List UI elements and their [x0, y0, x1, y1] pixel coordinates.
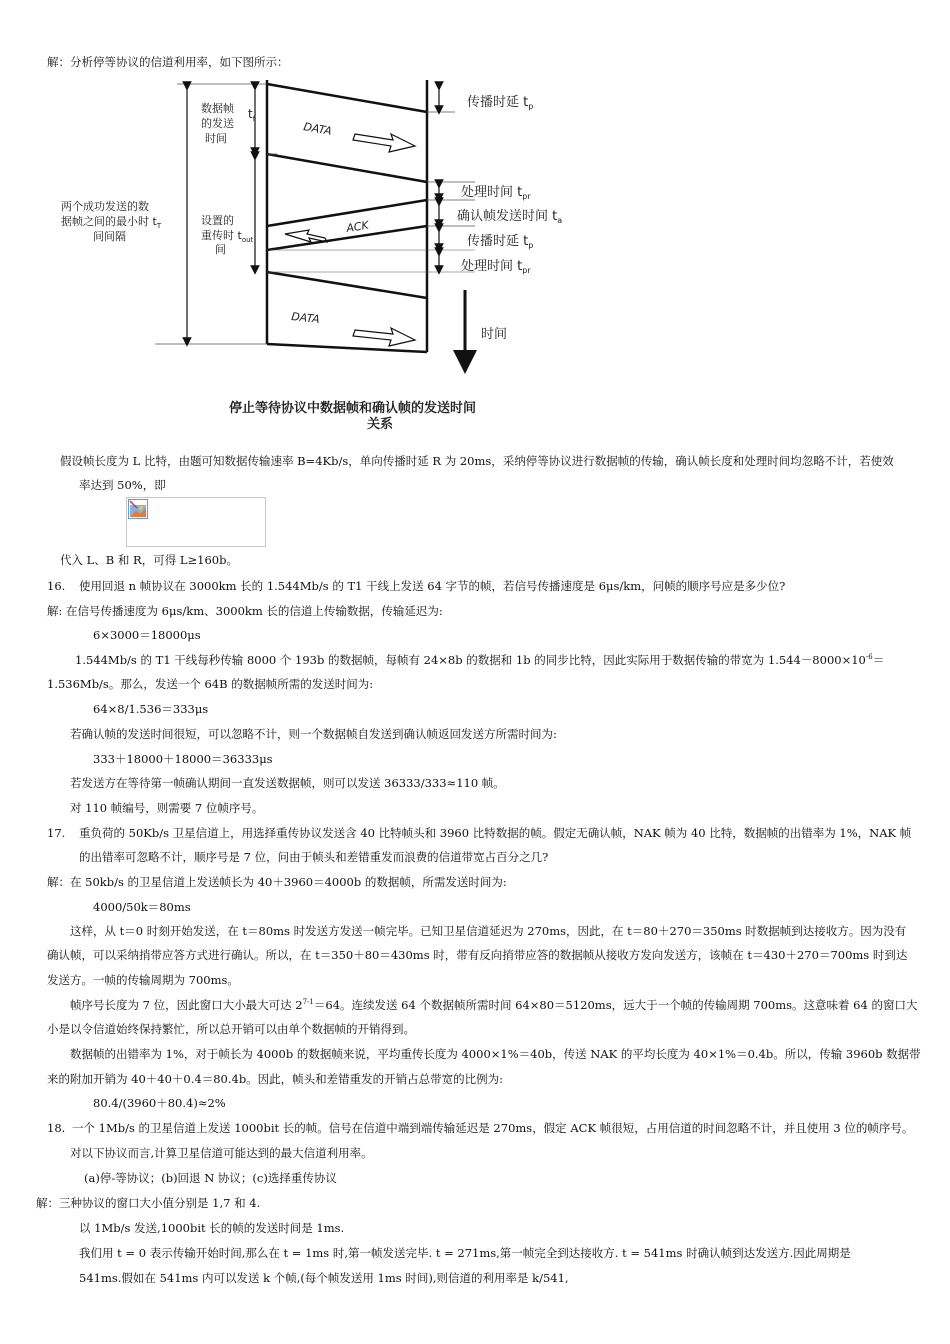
a16-line-5: 64×8/1.536＝333μs [93, 702, 209, 716]
broken-image-icon [128, 499, 148, 519]
a18-line-2: 以 1Mb/s 发送,1000bit 长的帧的发送时间是 1ms. [79, 1221, 345, 1235]
timeout-label-2: 重传时 $t_{out}$ [201, 229, 254, 244]
q18-text-3: (a)停-等协议；(b)回退 N 协议；(c)选择重传协议 [84, 1171, 337, 1185]
a16-line-8: 若发送方在等待第一帧确认期间一直发送数据帧，则可以发送 36333/333≈110 帧。 [70, 776, 505, 790]
a16-line-4: 1.536Mb/s。那么，发送一个 64B 的数据帧所需的发送时间为: [47, 677, 374, 691]
ack-send-label: 确认帧发送时间 $t_a$ [457, 209, 563, 225]
data-frame-2-start [267, 272, 427, 298]
a17-line-7: 小是以令信道始终保持繁忙，所以总开销可以由单个数据帧的开销得到。 [47, 1022, 415, 1036]
q17-text-1: 重负荷的 50Kb/s 卫星信道上，用选择重传协议发送含 40 比特帧头和 3960 比特数据的帧。假定无确认帧，NAK 帧为 40 比特，数据帧的出错率为 1%，NAK 帧 [79, 826, 912, 840]
frame-send-label-2: 的发送 [201, 117, 234, 130]
result-line: 代入 L、B 和 R，可得 L≥160b。 [60, 553, 238, 567]
a17-line-2: 4000/50k＝80ms [93, 900, 191, 914]
a18-line-4: 541ms.假如在 541ms 内可以发送 k 个帧,(每个帧发送用 1ms 时间),则信道的利用率是 k/541, [79, 1271, 569, 1285]
data-frame-1-end [267, 154, 427, 182]
prop-delay-label-2: 传播时延 $t_p$ [467, 234, 534, 250]
a16-line-3: 1.544Mb/s 的 T1 干线每秒传输 8000 个 193b 的数据帧，每帧有 24×8b 的数据和 1b 的同步比特，因此实际用于数据传输的带宽为 $1.544-8000\times 10^{-6}=$ [75, 653, 885, 667]
a16-line-9: 对 110 帧编号，则需要 7 位帧序号。 [70, 801, 264, 815]
timeout-label-1: 设置的 [201, 214, 234, 227]
a17-line-5: 发送方。一帧的传输周期为 700ms。 [47, 973, 239, 987]
a17-line-9: 来的附加开销为 40＋40＋0.4＝80.4b。因此，帧头和差错重发的开销占总带宽的比例为: [47, 1072, 504, 1086]
diagram-caption-2: 关系 [367, 417, 394, 432]
q17-number: 17. [47, 826, 66, 840]
ack-frame-label: ACK [345, 218, 370, 235]
a17-line-10: 80.4/(3960＋80.4)≈2% [93, 1096, 226, 1110]
a17-line-1: 解：在 50kb/s 的卫星信道上发送帧长为 40＋3960＝4000b 的数据帧，所需发送时间为: [47, 875, 507, 889]
diagram-caption-1: 停止等待协议中数据帧和确认帧的发送时间 [229, 401, 477, 416]
data-frame-1-label: DATA [302, 120, 333, 138]
q16-text: 使用回退 n 帧协议在 3000km 长的 1.544Mb/s 的 T1 干线上发送 64 字节的帧，若信号传播速度是 6μs/km，问帧的顺序号应是多少位? [79, 579, 786, 593]
left-interval-label-2: 据帧之间的最小时 $t_T$ [61, 215, 162, 230]
formula-image-placeholder [126, 497, 266, 547]
intro-text: 解：分析停等协议的信道利用率，如下图所示： [47, 55, 289, 69]
a18-line-1: 解：三种协议的窗口大小值分别是 1,7 和 4. [36, 1196, 261, 1210]
a17-line-6: 帧序号长度为 7 位，因此窗口大小最大可达 $2^{7-1}=64$。连续发送 64 个数据帧所需时间 64×80＝5120ms，远大于一个帧的传输周期 700ms。这意味着 64 的窗口大 [70, 998, 918, 1012]
data-frame-2-end [267, 344, 427, 352]
left-interval-label-1: 两个成功发送的数 [61, 200, 149, 213]
ack-direction-arrow [285, 230, 327, 242]
left-interval-label-3: 间间隔 [93, 230, 126, 243]
assumption-line-2: 率达到 50%，即 [79, 478, 166, 492]
tf-label: $t_f$ [248, 107, 256, 123]
a16-line-2: 6×3000＝18000μs [93, 628, 201, 642]
time-label: 时间 [481, 327, 508, 342]
a18-line-3: 我们用 t = 0 表示传输开始时间,那么在 t = 1ms 时,第一帧发送完毕. t = 271ms,第一帧完全到达接收方. t = 541ms 时确认帧到达发送方.因此周期是 [79, 1246, 851, 1260]
q17-text-2: 的出错率可忽略不计，顺序号是 7 位，问由于帧头和差错重发而浪费的信道带宽占百分之几? [79, 850, 549, 864]
assumption-line-1: 假设帧长度为 L 比特，由题可知数据传输速率 B=4Kb/s，单向传播时延 R 为 20ms，采纳停等协议进行数据帧的传输，确认帧长度和处理时间均忽略不计，若使效 [60, 454, 894, 468]
a16-line-7: 333＋18000＋18000＝36333μs [93, 752, 273, 766]
data-direction-arrow-2 [353, 328, 415, 346]
data-direction-arrow-1 [353, 134, 415, 152]
q16-number: 16. [47, 579, 66, 593]
q18-text-2: 对以下协议而言,计算卫星信道可能达到的最大信道利用率。 [70, 1146, 373, 1160]
a17-line-3: 这样，从 t＝0 时刻开始发送，在 t＝80ms 时发送方发送一帧完毕。已知卫星信道延迟为 270ms，因此，在 t＝80＋270＝350ms 时数据帧到达接收方。因为没有 [70, 924, 907, 938]
data-frame-1-start [267, 84, 427, 112]
stop-and-wait-timing-diagram [55, 72, 575, 442]
proc-time-label-1: 处理时间 $t_{pr}$ [461, 185, 531, 201]
a17-line-8: 数据帧的出错率为 1%，对于帧长为 4000b 的数据帧来说，平均重传长度为 4000×1%＝40b，传送 NAK 的平均长度为 40×1%＝0.4b。所以，传输 3960b 数据带 [70, 1047, 921, 1061]
prop-delay-label-1: 传播时延 $t_p$ [467, 95, 534, 111]
frame-send-label-1: 数据帧 [201, 102, 234, 115]
a16-line-6: 若确认帧的发送时间很短，可以忽略不计，则一个数据帧自发送到确认帧返回发送方所需时间为: [70, 727, 557, 741]
a16-line-1: 解: 在信号传播速度为 6μs/km、3000km 长的信道上传输数据，传输延迟为: [47, 604, 443, 618]
frame-send-label-3: 时间 [205, 132, 227, 145]
proc-time-label-2: 处理时间 $t_{pr}$ [461, 259, 531, 275]
q18-text-1: 一个 1Mb/s 的卫星信道上发送 1000bit 长的帧。信号在信道中端到端传输延迟是 270ms，假定 ACK 帧很短，占用信道的时间忽略不计，并且使用 3 位的帧序号。 [72, 1121, 914, 1135]
data-frame-2-label: DATA [290, 310, 321, 326]
a17-line-4: 确认帧，可以采纳捎带应答方式进行确认。所以，在 t＝350＋80＝430ms 时，带有反向捎带应答的数据帧从接收方发向发送方，该帧在 t＝430＋270＝700ms 时到达 [47, 948, 908, 962]
timeout-label-3: 间 [215, 243, 226, 256]
q18-number: 18. [47, 1121, 66, 1135]
